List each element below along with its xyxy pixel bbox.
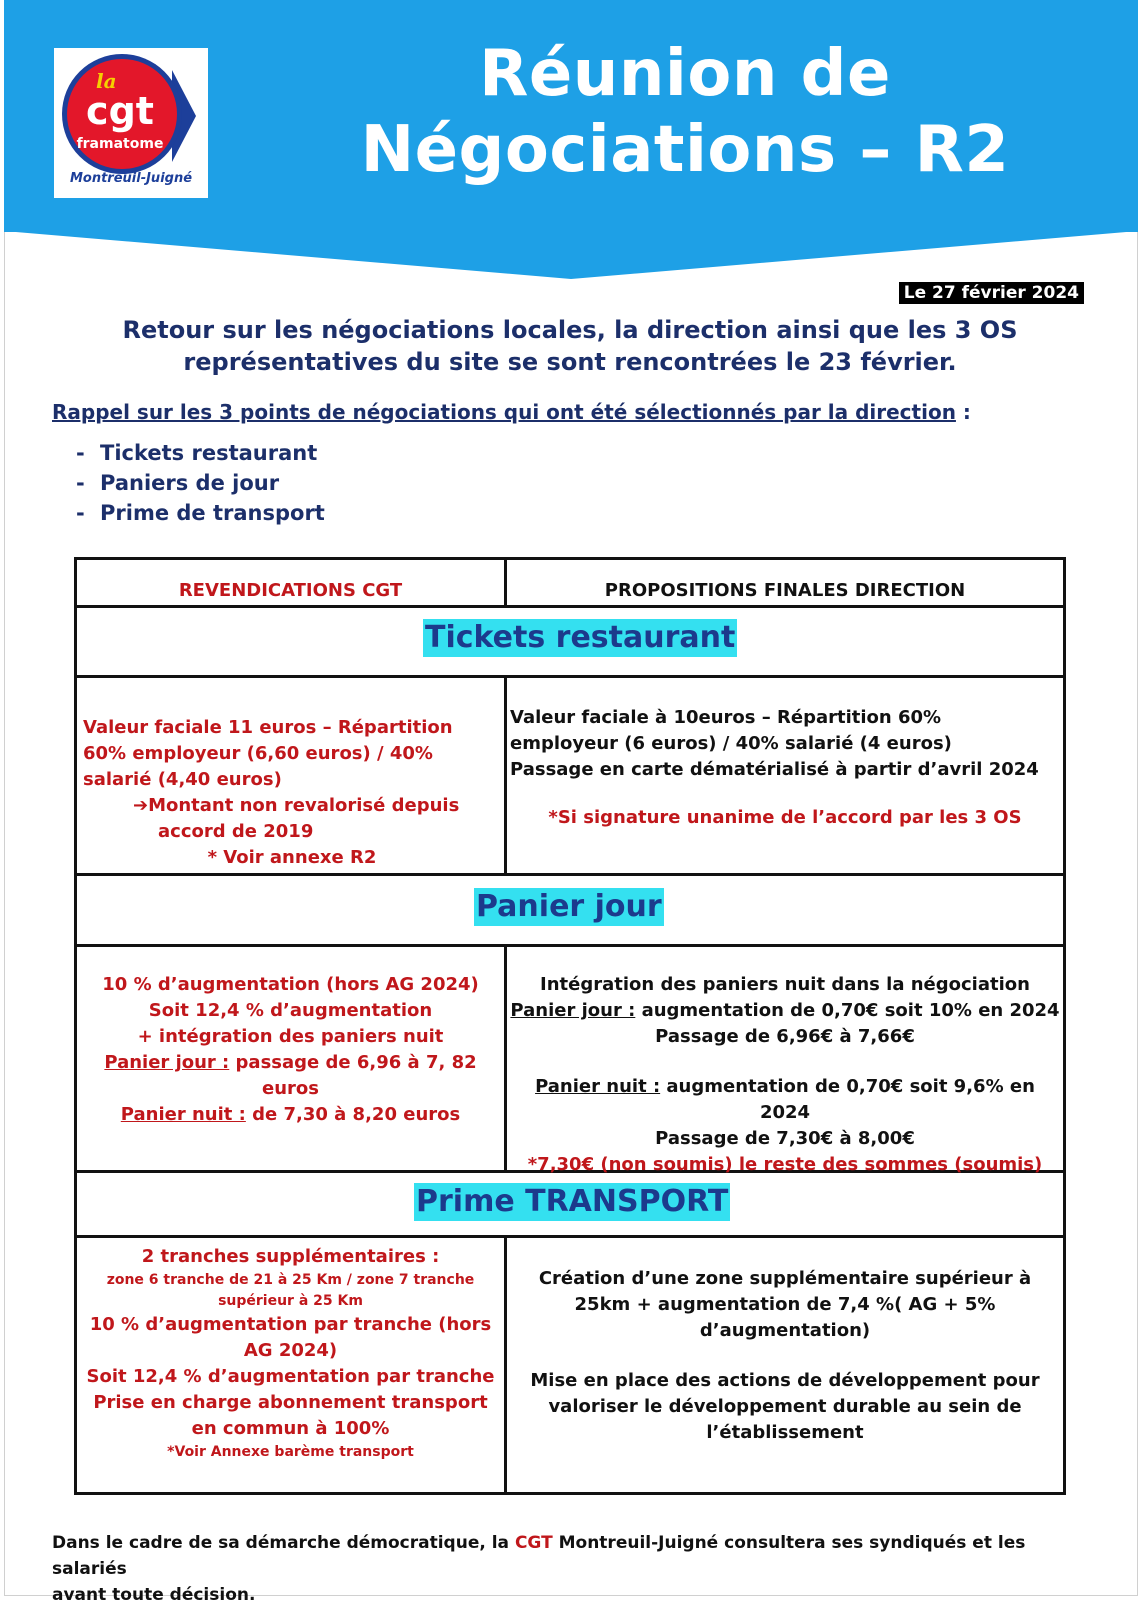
list-dash: - [76,471,85,495]
cell-line: + intégration des paniers nuit [137,1026,444,1047]
page-title [265,36,1105,188]
row-divider [77,675,1063,678]
section-title-transport: Prime TRANSPORT [416,1184,729,1219]
footer-note [52,1530,1092,1600]
cell-line: * Voir annexe R2 [207,847,377,868]
footer-line-1: Dans le cadre de sa démarche démocratique, la CGT Montreuil-Juigné consultera ses syndiqués et les salariés [52,1533,1026,1579]
title-line-2: Négociations – R2 [360,113,1010,187]
tickets-cgt-cell [83,715,501,871]
cell-line: l’établissement [706,1422,864,1443]
cell-line: Passage de 6,96€ à 7,66€ [655,1026,915,1047]
intro-line-2: représentatives du site se sont rencontrées le 23 février. [183,348,957,376]
cell-line: Soit 12,4 % d’augmentation [148,1000,433,1021]
intro-text [60,314,1080,378]
intro-line-1: Retour sur les négociations locales, la direction ainsi que les 3 OS [122,316,1018,344]
negotiation-points-list [76,438,325,528]
cgt-logo-graphic [54,48,208,198]
cell-line: euros [262,1078,319,1099]
cgt-logo [54,48,208,198]
list-item [76,438,325,468]
list-item-label: Prime de transport [100,501,325,525]
cell-line: employeur (6 euros) / 40% salarié (4 euros) [510,733,952,754]
cell-line: valoriser le développement durable au sein de [548,1396,1022,1417]
rappel-suffix: : [955,400,971,424]
list-dash: - [76,501,85,525]
cell-line: Soit 12,4 % d’augmentation par tranche [86,1366,495,1387]
cell-line: d’augmentation) [699,1320,871,1341]
cell-line: 2 tranches supplémentaires : [141,1246,440,1267]
col-divider [504,678,507,876]
list-item-label: Tickets restaurant [100,441,318,465]
cell-line: ➔Montant non revalorisé depuis [133,795,460,816]
logo-cgt: cgt [86,89,154,133]
footer-line-2: avant toute décision. [52,1585,256,1600]
cell-line: accord de 2019 [158,821,314,842]
list-item [76,468,325,498]
row-divider [77,944,1063,947]
logo-site: Montreuil-Juigné [69,171,193,186]
title-line-1: Réunion de [479,37,891,111]
cell-line: Valeur faciale à 10euros – Répartition 60% [510,707,942,728]
document-date: Le 27 février 2024 [899,282,1084,304]
banner-notch [0,229,1142,284]
logo-company: framatome [76,136,164,152]
cell-line: Panier jour : augmentation de 0,70€ soit 10% en 2024 [510,1000,1060,1021]
cell-line: *Si signature unanime de l’accord par les 3 OS [548,807,1022,828]
cell-line: 60% employeur (6,60 euros) / 40% [83,743,433,764]
cell-line: 10 % d’augmentation (hors AG 2024) [102,974,479,995]
cell-line: Création d’une zone supplémentaire supérieur à [538,1268,1032,1289]
cell-line: Passage en carte dématérialisé à partir d’avril 2024 [510,759,1039,780]
cell-line: 10 % d’augmentation par tranche (hors [89,1314,492,1335]
cell-line: Panier nuit : de 7,30 à 8,20 euros [120,1104,461,1125]
cell-line: *7,30€ (non soumis) le reste des sommes (soumis) [527,1154,1043,1175]
row-divider [77,1235,1063,1238]
cell-line: Valeur faciale 11 euros – Répartition [83,717,453,738]
cell-line: *Voir Annexe barème transport [167,1444,414,1460]
section-title-panier: Panier jour [476,889,662,924]
column-header-cgt: REVENDICATIONS CGT [178,580,403,601]
cell-line: Prise en charge abonnement transport [93,1392,488,1413]
cell-line: salarié (4,40 euros) [83,769,282,790]
row-divider [77,605,1063,608]
list-item-label: Paniers de jour [100,471,280,495]
section-title-tickets: Tickets restaurant [425,620,736,655]
cell-line: supérieur à 25 Km [218,1293,363,1309]
row-divider [77,873,1063,876]
transport-cgt-cell [77,1244,504,1463]
logo-la: la [96,69,117,93]
cell-line: en commun à 100% [191,1418,390,1439]
cell-line: zone 6 tranche de 21 à 25 Km / zone 7 tranche [106,1272,475,1288]
cell-line: AG 2024) [243,1340,338,1361]
cell-line: Panier jour : passage de 6,96 à 7, 82 [104,1052,477,1073]
transport-direction-cell [507,1266,1063,1446]
list-dash: - [76,441,85,465]
rappel-text: Rappel sur les 3 points de négociations qui ont été sélectionnés par la direction [52,400,956,424]
rappel-heading [52,400,971,424]
cell-line: Panier nuit : augmentation de 0,70€ soit 9,6% en 2024 [535,1076,1035,1123]
list-item [76,498,325,528]
negotiation-table [74,557,1066,1495]
panier-cgt-cell [77,972,504,1128]
column-header-direction: PROPOSITIONS FINALES DIRECTION [604,580,966,601]
cell-line: 25km + augmentation de 7,4 %( AG + 5% [574,1294,996,1315]
panier-direction-cell [507,972,1063,1178]
cell-line: Intégration des paniers nuit dans la négociation [540,974,1030,995]
cell-line: Passage de 7,30€ à 8,00€ [655,1128,915,1149]
tickets-direction-cell [510,705,1060,831]
cell-line: Mise en place des actions de développement pour [530,1370,1040,1391]
